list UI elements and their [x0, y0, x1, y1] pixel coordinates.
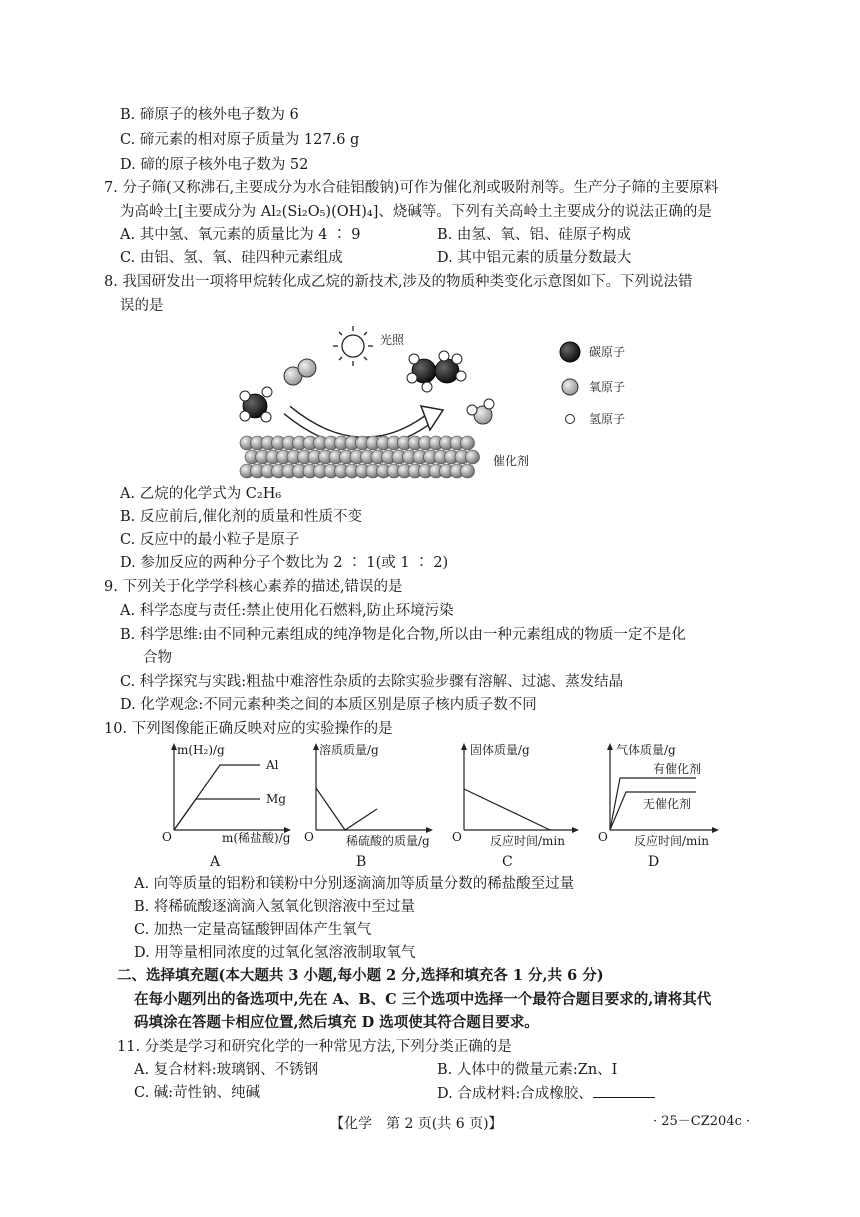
oxygen-molecule	[284, 359, 316, 385]
q6-option-c: C. 碲元素的相对原子质量为 127.6 g	[120, 132, 360, 148]
q9-option-b-line1: B. 科学思维:由不同种元素组成的纯净物是化合物,所以由一种元素组成的物质一定不是化	[120, 627, 686, 643]
graph-c-xlabel: 反应时间/min	[490, 834, 565, 848]
q9-option-a: A. 科学态度与责任:禁止使用化石燃料,防止环境污染	[120, 603, 454, 619]
graph-a-curve-mg: Mg	[266, 792, 286, 806]
q7-option-c: C. 由铝、氢、氧、硅四种元素组成	[120, 250, 343, 266]
catalyst-particle	[466, 450, 480, 464]
q7-option-d: D. 其中铝元素的质量分数最大	[437, 250, 632, 266]
catalyst-particle	[461, 464, 475, 478]
graph-d-caption: D	[648, 854, 660, 870]
graph-a-curve-al: Al	[266, 758, 279, 772]
legend-carbon: 碳原子	[589, 345, 626, 359]
q10-stem: 10. 下列图像能正确反映对应的实验操作的是	[104, 721, 393, 737]
graph-a-origin: O	[162, 830, 172, 844]
q8-option-d: D. 参加反应的两种分子个数比为 2 ∶ 1(或 1 ∶ 2)	[120, 555, 449, 571]
q9-stem: 9. 下列关于化学学科核心素养的描述,错误的是	[104, 579, 403, 595]
q8-option-a: A. 乙烷的化学式为 C₂H₆	[120, 486, 282, 502]
graph-b-caption: B	[356, 854, 367, 870]
section2-title: 二、选择填充题(本大题共 3 小题,每小题 2 分,选择和填充各 1 分,共 6 分)	[117, 967, 604, 984]
q6-option-b: B. 碲原子的核外电子数为 6	[120, 107, 299, 123]
graph-d-xlabel: 反应时间/min	[634, 834, 709, 848]
graph-b	[302, 742, 442, 870]
catalyst-particle	[461, 436, 475, 450]
q9-option-c: C. 科学探究与实践:粗盐中难溶性杂质的去除实验步骤有溶解、过滤、蒸发结晶	[120, 674, 624, 690]
ethane-molecule	[407, 351, 466, 392]
q10-option-a: A. 向等质量的铝粉和镁粉中分别逐滴滴加等质量分数的稀盐酸至过量	[134, 876, 575, 892]
graph-d-label-no-catalyst: 无催化剂	[643, 797, 692, 811]
graph-a-caption: A	[210, 854, 221, 870]
q9-option-b-line2: 合物	[143, 650, 172, 666]
water-molecule	[467, 399, 494, 424]
graph-a	[158, 742, 298, 870]
q11-option-d-text: D. 合成材料:合成橡胶、	[437, 1086, 593, 1102]
page-footer: 【化学 第 2 页(共 6 页)】	[330, 1116, 503, 1132]
graph-c-curve	[464, 789, 550, 830]
graph-b-curve	[316, 788, 377, 830]
graph-d-label-catalyst: 有催化剂	[653, 762, 702, 776]
catalyst-label: 催化剂	[493, 454, 530, 468]
q7-option-a: A. 其中氢、氧元素的质量比为 4 ∶ 9	[120, 227, 361, 243]
reaction-diagram	[225, 318, 655, 483]
methane-molecule	[240, 387, 272, 422]
legend-oxygen: 氧原子	[589, 380, 626, 394]
graph-d-origin: O	[598, 830, 608, 844]
graph-d-ylabel: 气体质量/g	[616, 743, 676, 757]
legend	[560, 342, 625, 426]
section2-instruction-line1: 在每小题列出的备选项中,先在 A、B、C 三个选项中选择一个最符合题目要求的,请将其代	[134, 991, 712, 1008]
curve-mg	[174, 799, 260, 830]
q11-option-d	[437, 1083, 655, 1104]
graph-c-origin: O	[452, 830, 462, 844]
q8-option-b: B. 反应前后,催化剂的质量和性质不变	[120, 509, 362, 525]
q11-option-a: A. 复合材料:玻璃钢、不锈钢	[134, 1062, 319, 1078]
graph-c-caption: C	[502, 854, 513, 870]
q9-option-d: D. 化学观念:不同元素种类之间的本质区别是原子核内质子数不同	[120, 697, 537, 713]
q8-stem-line1: 8. 我国研发出一项将甲烷转化成乙烷的新技术,涉及的物质种类变化示意图如下。下列说法错	[104, 274, 693, 290]
q8-stem-line2: 误的是	[120, 298, 164, 314]
q11-option-b: B. 人体中的微量元素:Zn、I	[437, 1062, 618, 1078]
answer-blank	[593, 1083, 655, 1098]
graph-b-ylabel: 溶质质量/g	[319, 743, 379, 757]
catalyst-bed	[240, 436, 480, 478]
q7-stem-line2: 为高岭土[主要成分为 Al₂(Si₂O₅)(OH)₄]、烧碱等。下列有关高岭土主要成分的说法正确的是	[120, 204, 712, 220]
graph-c	[450, 742, 590, 870]
graph-b-xlabel: 稀硫酸的质量/g	[346, 834, 430, 848]
exam-code: · 25－CZ204c ·	[653, 1114, 751, 1129]
section2-instruction-line2: 码填涂在答题卡相应位置,然后填充 D 选项使其符合题目要求。	[134, 1014, 539, 1031]
q10-option-d: D. 用等量相同浓度的过氧化氢溶液制取氧气	[134, 945, 416, 961]
legend-hydrogen: 氢原子	[589, 412, 626, 426]
sun-icon	[333, 326, 373, 366]
light-label: 光照	[380, 333, 405, 347]
graph-b-origin: O	[304, 830, 314, 844]
graph-a-ylabel: m(H₂)/g	[177, 743, 225, 757]
q8-option-c: C. 反应中的最小粒子是原子	[120, 532, 300, 548]
q11-option-c: C. 碱:苛性钠、纯碱	[134, 1085, 261, 1101]
q10-option-b: B. 将稀硫酸逐滴滴入氢氧化钡溶液中至过量	[134, 899, 415, 915]
graph-a-xlabel: m(稀盐酸)/g	[222, 831, 291, 845]
graph-c-ylabel: 固体质量/g	[470, 743, 530, 757]
q10-option-c: C. 加热一定量高锰酸钾固体产生氧气	[134, 922, 372, 938]
q7-option-b: B. 由氢、氧、铝、硅原子构成	[437, 227, 631, 243]
q6-option-d: D. 碲的原子核外电子数为 52	[120, 157, 309, 173]
q7-stem-line1: 7. 分子筛(又称沸石,主要成分为水合硅铝酸钠)可作为催化剂或吸附剂等。生产分子筛的主要原料	[104, 180, 719, 196]
curve-al	[174, 765, 260, 830]
q11-stem: 11. 分类是学习和研究化学的一种常见方法,下列分类正确的是	[117, 1039, 512, 1055]
graph-d	[596, 742, 726, 870]
